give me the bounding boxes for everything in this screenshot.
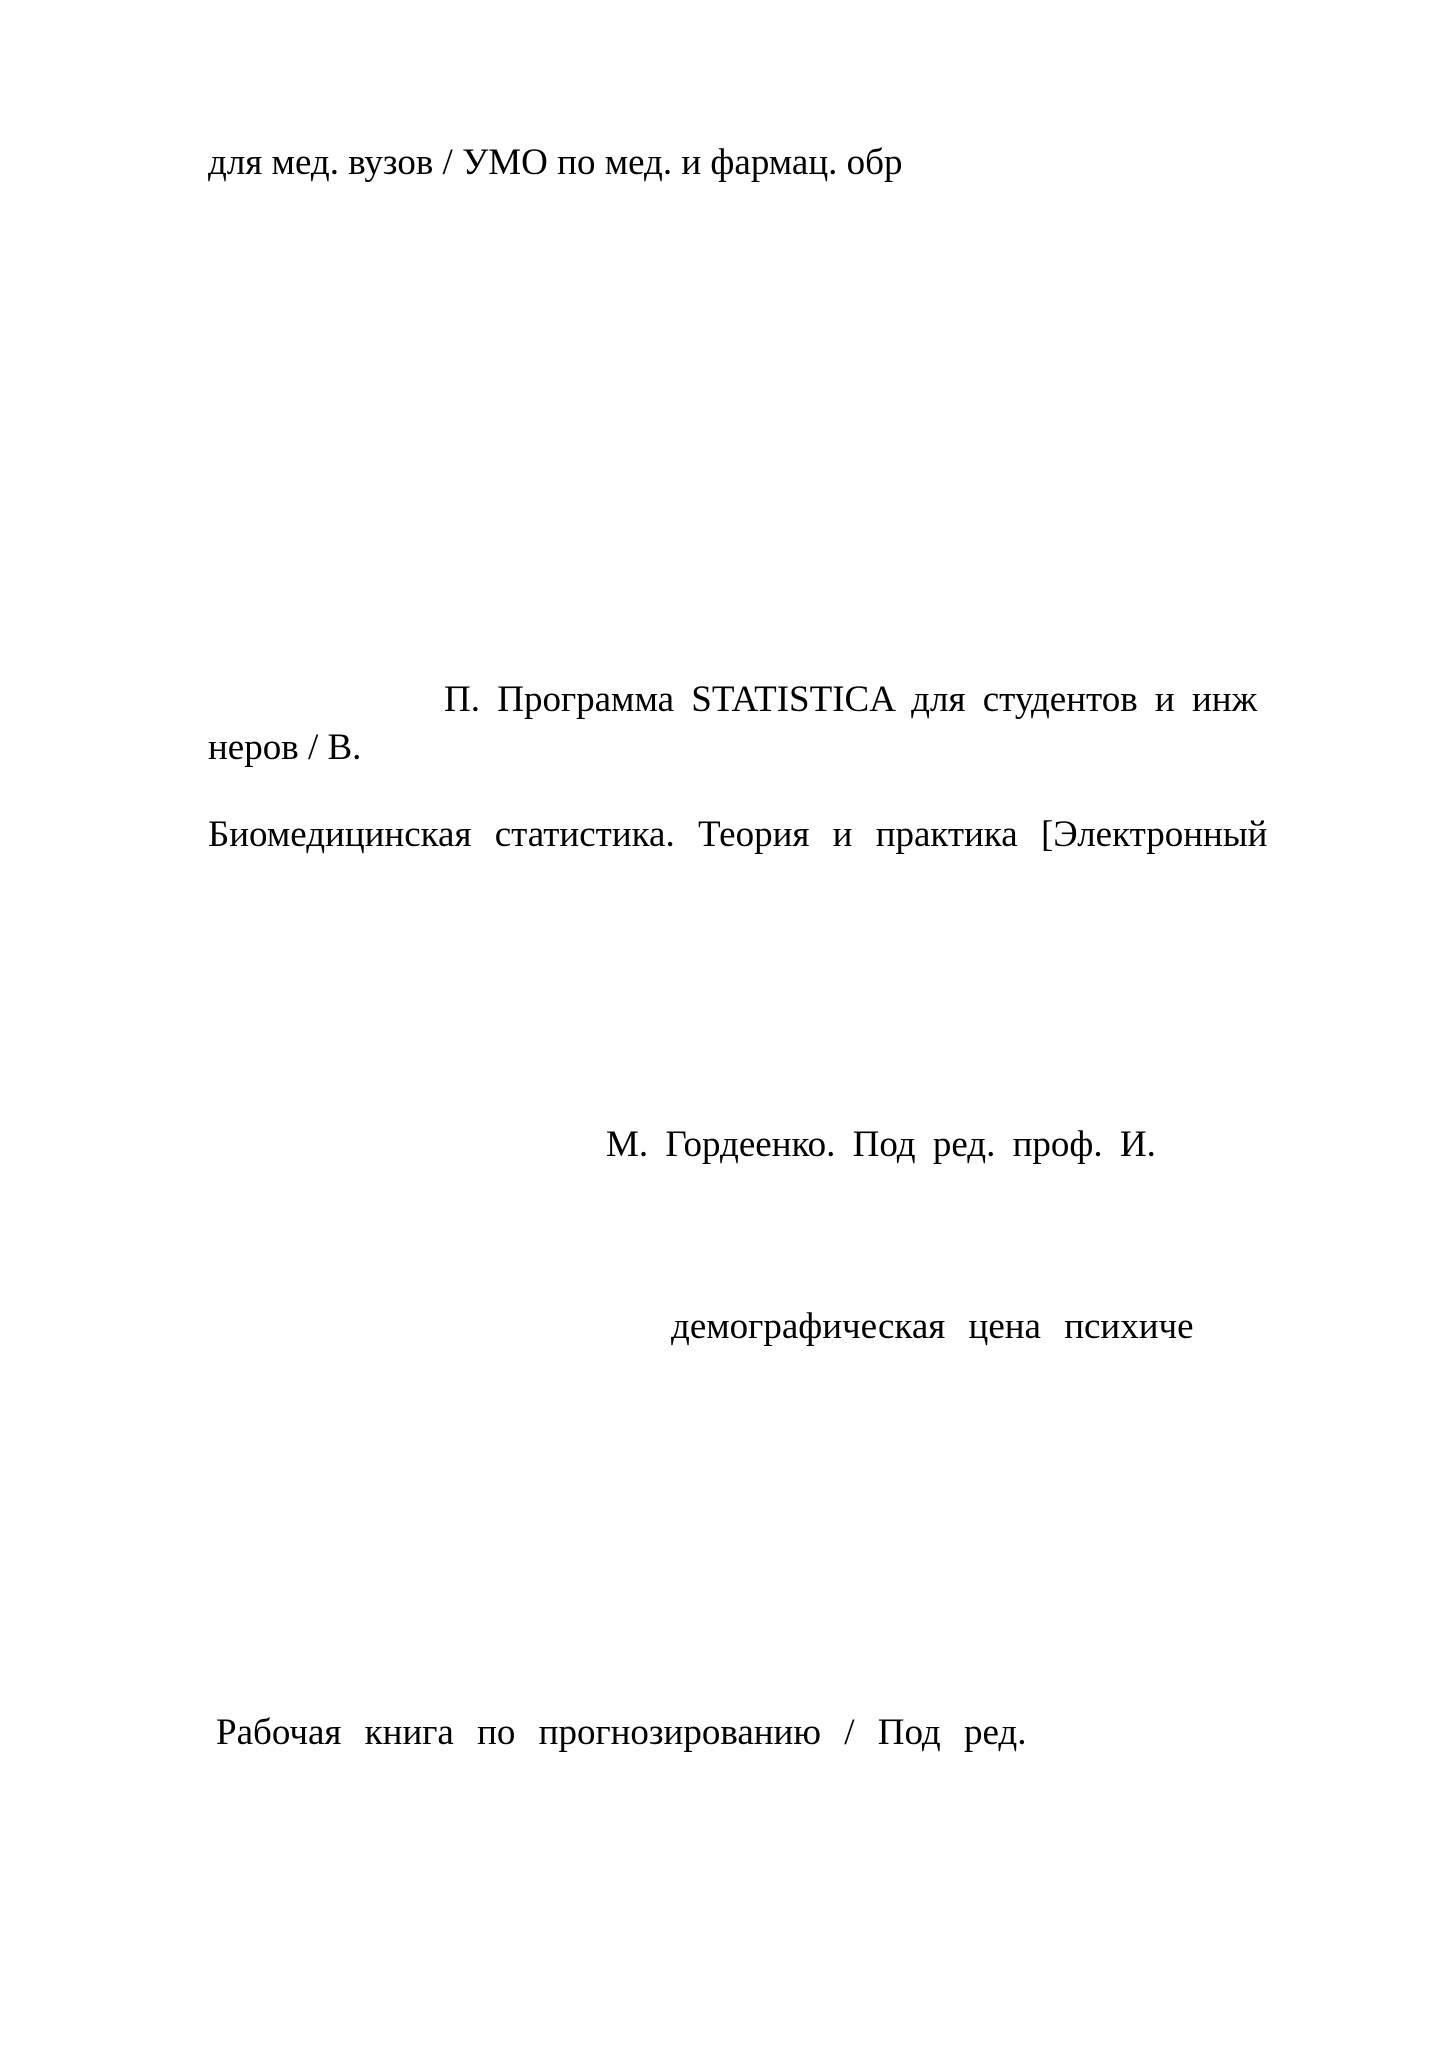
text-line-7: Рабочая книга по прогнозированию / Под ред. bbox=[216, 1712, 1027, 1753]
text-line-6: демографическая цена психиче bbox=[671, 1306, 1194, 1347]
text-line-2: П. Программа STATISTICA для студентов и инж bbox=[444, 679, 1258, 720]
text-line-4: Биомедицинская статистика. Теория и практика [Электронный bbox=[208, 814, 1268, 855]
text-line-3: неров / В. bbox=[208, 727, 362, 768]
text-line-1: для мед. вузов / УМО по мед. и фармац. обр bbox=[208, 142, 903, 183]
text-line-5: М. Гордеенко. Под ред. проф. И. bbox=[606, 1124, 1156, 1165]
